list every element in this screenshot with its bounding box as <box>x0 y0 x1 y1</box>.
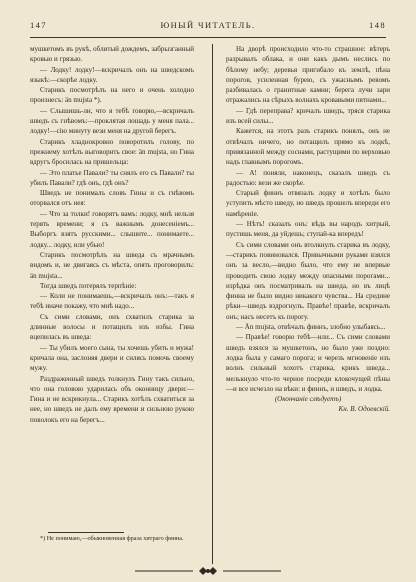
paragraph: Съ сими словами, онъ схватилъ старика за длинные волосы и потащилъ изъ избы. Гина вцепилась въ шведа: <box>30 312 194 342</box>
paragraph: — Лодку! лодку!—вскричалъ онъ на шведскомъ языкѣ:—скорѣе лодку. <box>30 65 194 84</box>
paragraph: Старикъ хладнокровно поворотилъ голову, по прежнему хотѣлъ выговорить свое: än mujsta, но Гина вдругъ бросилась на пришельца: <box>30 137 194 167</box>
paragraph: Раздраженный шведъ толкнулъ Гину такъ сильно, что она головою ударилась объ оконницу двери:—Гина и не вскрикнула... Старикъ хотѣлъ схватиться за нее, но шведъ не далъ ему времени и сильною рукою поволокъ его на берегъ... <box>30 374 194 424</box>
footnote-text: *) Не понимаю,—обыкновенная фраза хитраго финна. <box>40 535 184 542</box>
paragraph: мушкетомъ въ рукѣ, облитый дождемъ, забрызганный кровью и грязью. <box>30 45 194 64</box>
paragraph: Старый финнъ отвязалъ лодку и хотѣлъ было уступить мѣсто шведу, но шведъ прошелъ впереди его намѣреніе. <box>226 189 390 218</box>
paragraph: — Что за толки! говорятъ вамъ: лодку, мнѣ нельзя терять времени; я съ важнымъ донесеніемъ... Выборгъ взятъ русскими... слышите... понимаете... лодку... лодку, или убью! <box>30 209 194 249</box>
page-number-left: 147 <box>30 20 47 30</box>
paragraph: Шведъ не понималъ словъ Гины и съ гнѣвомъ оторвался отъ нея: <box>30 189 194 208</box>
paragraph: — А! поняли, наконецъ, сказалъ шведъ съ радостью: вези же скорѣе. <box>226 168 390 187</box>
paragraph: Старикъ посмотрѣлъ на шведа съ мрачнымъ видомъ и, не двигаясь съ мѣста, опять проговорилъ: än mujsta... <box>30 250 194 280</box>
paragraph: — Слышишь-ли, что я тебѣ говорю,—вскричалъ шведъ съ гнѣвомъ:—проклятая лошадь у меня пала... лодку!—сію минуту вези меня на другой берегъ. <box>30 106 194 136</box>
running-title: ЮНЫЙ ЧИТАТЕЛЬ. <box>160 20 256 30</box>
paragraph: — Коли не понимаешь,—вскричалъ онъ:—такъ я тебѣ иначе покажу, что мнѣ надо... <box>30 292 194 311</box>
paragraph: Съ сими словами онъ втолкнулъ старика въ лодку,—старикъ повиновался. Привычными руками взялся онъ за весло,—видно было, что ему не впервые проводить свою лодку между опасными порогами... изрѣдка онъ посматривалъ на шведа, но въ лицѣ финна не было видно никакого чувства... На средине рѣки—шведъ вздрогнулъ. Правѣе! правѣе, вскричалъ онъ; насъ несетъ къ порогу. <box>226 240 390 321</box>
left-column <box>30 44 194 524</box>
paragraph: — Än mujsta, отвѣчалъ финнъ, злобно улыбаясь... <box>236 323 386 332</box>
paragraph: Старикъ посмотрѣлъ на него и очень холодно произнесъ: än mujsta *). <box>30 86 194 105</box>
right-column <box>226 44 390 570</box>
ornament-divider <box>0 566 416 578</box>
paragraph: — Нѣтъ! сказалъ онъ: вѣдь вы народъ хитрый, пустишь меня, да уйдешь; ступай-ка впередъ! <box>226 220 390 239</box>
paragraph: — Ты убилъ моего сына, ты хочешь убить и мужа! кричала она, заслоняя двери и силясь помочь своему мужу. <box>30 343 194 373</box>
paragraph: — Гдѣ переправа? кричалъ шведъ, тряся старика изъ всей силы... <box>226 106 390 126</box>
paragraph: На дворѣ происходило что-то страшное: вѣтеръ разрывалъ облака, и они какъ дымъ неслись по бѣлому небу; деревья пригибало къ землѣ, пѣна порогов, усиленная бурею, съ ужаснымъ ревомъ разбивалась о гранитные камни; берега лучи зари отражались на сѣрыхъ волнахъ кровавыми пятнами... <box>226 45 390 105</box>
footnote-rule <box>48 532 124 533</box>
paragraph: Тогда шведъ потерялъ терпѣніе: <box>40 281 137 290</box>
page-number-right: 148 <box>369 20 386 30</box>
ornament-icon <box>133 566 283 576</box>
paragraph: Кажется, на этотъ разъ старикъ понялъ, онъ не отвѣчалъ ничего, но потащилъ прямо къ лодкѣ, привязанной между соснами, растущими по верховью надъ главнымъ порогомъ. <box>226 127 390 167</box>
footnote <box>30 535 194 543</box>
column-divider <box>212 44 213 564</box>
running-header <box>30 20 386 34</box>
author-signature: Кн. В. Одоевскій. <box>338 405 390 414</box>
header-rule <box>30 37 386 38</box>
continuation-note: (Окончаніе слѣдуетъ) <box>274 395 342 404</box>
paragraph: — Правѣе! говорю тебѣ—или... Съ сими словами шведъ взялся за мушкетонъ, но было уже поздно: лодка была у самаго порога; и черезъ мгновеніе изъ волнъ сильный хохотъ старика, крикъ шведа... мелькнуло что-то черное посреди клокочущей пѣны—и все исчезло на вѣки: и финнъ, и шведъ, и лодка. <box>226 333 390 393</box>
paragraph: — Это платье Павали? ты снялъ его съ Павали? ты убилъ Павали? гдѣ онъ, гдѣ онъ? <box>30 168 194 187</box>
